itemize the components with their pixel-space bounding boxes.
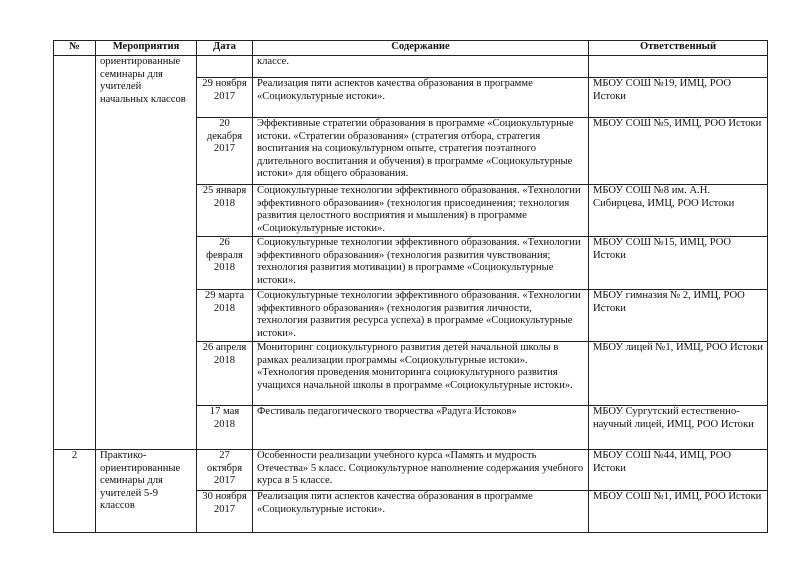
- header-content: Содержание: [253, 41, 589, 56]
- row-date: 17 мая 2018: [197, 406, 253, 450]
- row-content: Фестиваль педагогического творчества «Радуга Истоков»: [253, 406, 589, 450]
- table-header-row: [54, 41, 768, 56]
- row-responsible: МБОУ СОШ №8 им. А.Н. Сибирцева, ИМЦ, РОО Истоки: [589, 185, 768, 237]
- row-date: 27 октября 2017: [197, 450, 253, 491]
- row-responsible: МБОУ Сургутский естественно-научный лицей, ИМЦ, РОО Истоки: [589, 406, 768, 450]
- row-content: Мониторинг социокультурного развития детей начальной школы в рамках реализации программы «Социокультурные истоки». «Технология проведения мониторинга социокультурного развития учащихся начальной школы в программе «Социокультурные истоки».: [253, 342, 589, 406]
- row-content: Реализация пяти аспектов качества образования в программе «Социокультурные истоки».: [253, 78, 589, 118]
- table-row: [54, 450, 768, 491]
- section-event: Практико-ориентированные семинары для учителей 5-9 классов: [96, 450, 197, 533]
- events-table: [53, 40, 768, 533]
- row-responsible: [589, 56, 768, 78]
- section-number: 2: [54, 450, 96, 533]
- row-date: 25 января 2018: [197, 185, 253, 237]
- section-number: [54, 56, 96, 450]
- row-content: Социокультурные технологии эффективного образования. «Технологии эффективного образования» (технология развития личности, технология развития ресурса успеха) в программе «Социокультурные истоки».: [253, 290, 589, 342]
- row-responsible: МБОУ гимназия № 2, ИМЦ, РОО Истоки: [589, 290, 768, 342]
- row-responsible: МБОУ СОШ №15, ИМЦ, РОО Истоки: [589, 237, 768, 290]
- section-event: ориентированные семинары для учителей начальных классов: [96, 56, 197, 450]
- row-content: Социокультурные технологии эффективного образования. «Технологии эффективного образования» (технология присоединения; технология развития целостного восприятия и мышления) в программе «Социокультурные истоки».: [253, 185, 589, 237]
- row-responsible: МБОУ СОШ №1, ИМЦ, РОО Истоки: [589, 491, 768, 533]
- row-content: Особенности реализации учебного курса «Память и мудрость Отечества» 5 класс. Социокультурное наполнение содержания учебного курса в 5 классе.: [253, 450, 589, 491]
- row-content: Эффективные стратегии образования в программе «Социокультурные истоки. «Стратегии образования» (стратегия отбора, стратегия воспитания на социокультурном опыте, стратегия поэтапного длительного воспитания и обучения) в программе «Социокультурные истоки» для общего образования.: [253, 118, 589, 185]
- row-responsible: МБОУ СОШ №19, ИМЦ, РОО Истоки: [589, 78, 768, 118]
- header-responsible: Ответственный: [589, 41, 768, 56]
- header-num: №: [54, 41, 96, 56]
- row-date: 26 апреля 2018: [197, 342, 253, 406]
- row-responsible: МБОУ СОШ №44, ИМЦ, РОО Истоки: [589, 450, 768, 491]
- row-responsible: МБОУ СОШ №5, ИМЦ, РОО Истоки: [589, 118, 768, 185]
- row-content: Социокультурные технологии эффективного образования. «Технологии эффективного образования» (технология развития чувствования; технология развития мотивации) в программе «Социокультурные истоки».: [253, 237, 589, 290]
- row-responsible: МБОУ лицей №1, ИМЦ, РОО Истоки: [589, 342, 768, 406]
- row-date: 29 ноября 2017: [197, 78, 253, 118]
- row-date: 29 марта 2018: [197, 290, 253, 342]
- row-content: классе.: [253, 56, 589, 78]
- header-event: Мероприятия: [96, 41, 197, 56]
- row-date: [197, 56, 253, 78]
- table-row: [54, 56, 768, 78]
- row-date: 26 февраля 2018: [197, 237, 253, 290]
- row-date: 30 ноября 2017: [197, 491, 253, 533]
- row-content: Реализация пяти аспектов качества образования в программе «Социокультурные истоки».: [253, 491, 589, 533]
- row-date: 20 декабря 2017: [197, 118, 253, 185]
- header-date: Дата: [197, 41, 253, 56]
